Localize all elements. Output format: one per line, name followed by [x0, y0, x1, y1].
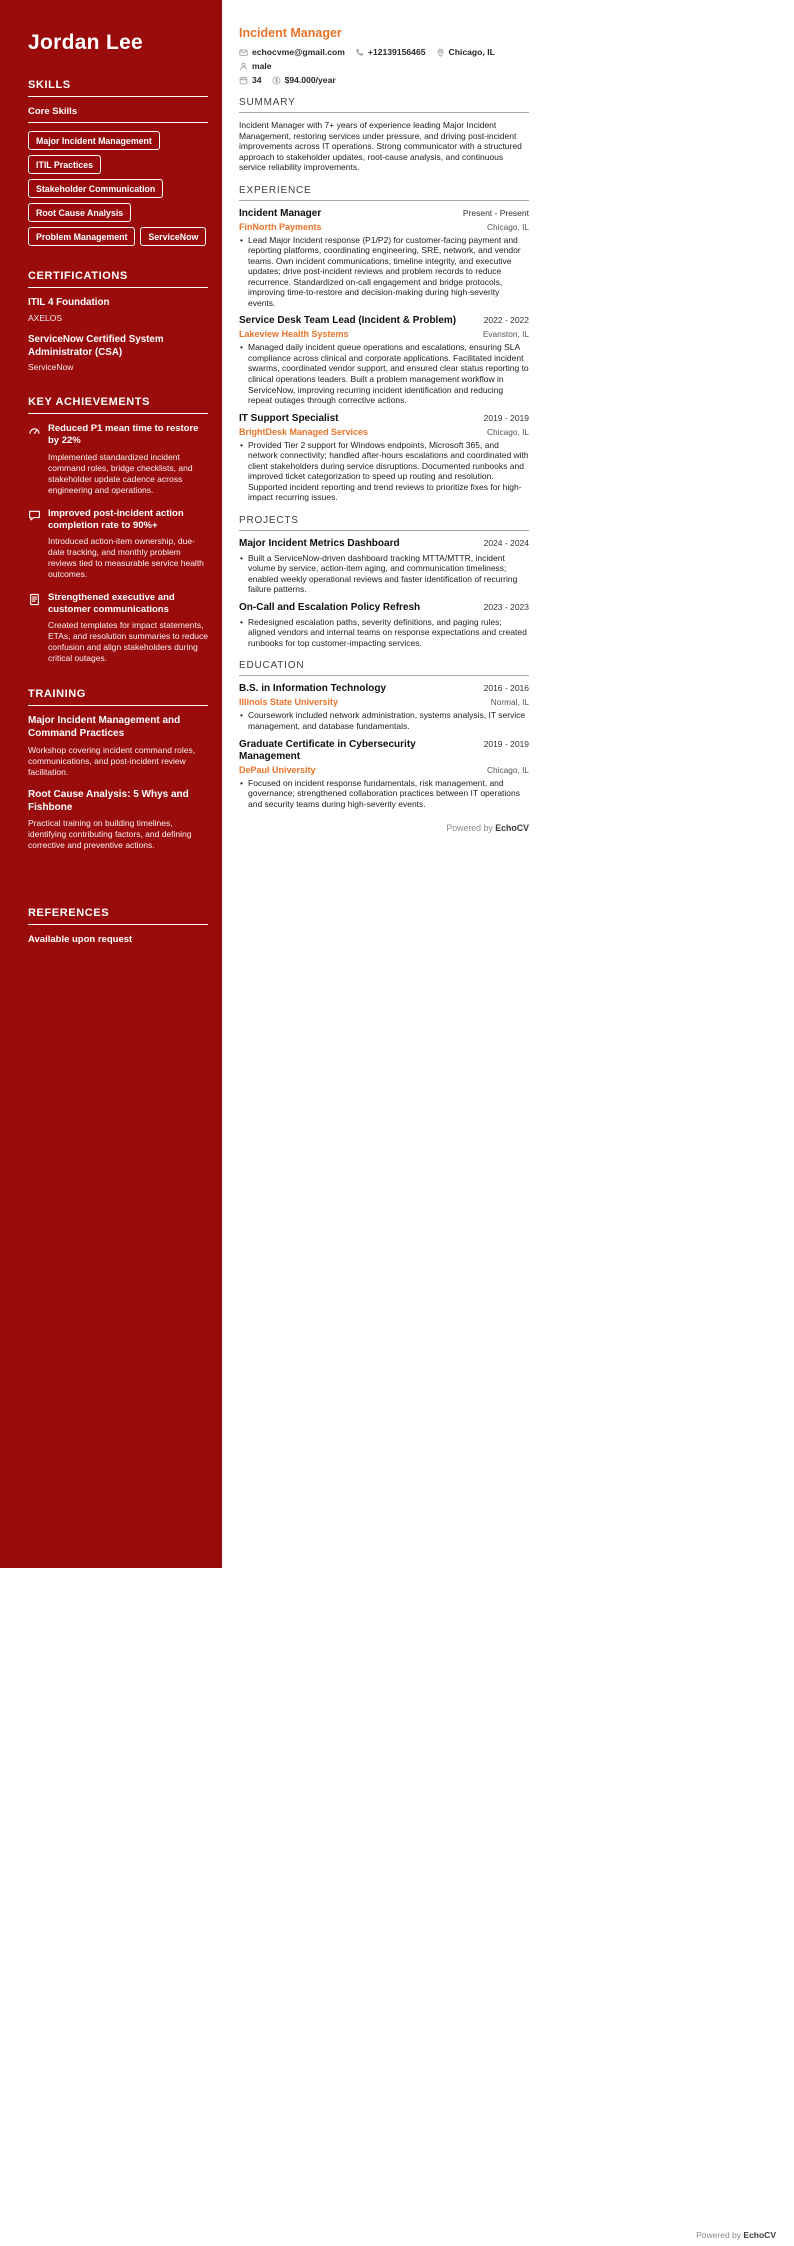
training-description: Workshop covering incident command roles, communications, and post-incident review facilitation.	[28, 744, 196, 777]
contact-location	[436, 47, 495, 57]
entry-company: FinNorth Payments	[239, 221, 322, 232]
entry-bullets	[239, 440, 529, 503]
achievement-description: Created templates for impact statements, ETAs, and resolution summaries to reduce confusion and align stakeholders during critical outages.	[48, 620, 208, 664]
entry-company: BrightDesk Managed Services	[239, 426, 369, 437]
entry-subheader	[239, 222, 529, 232]
location-pin-icon	[436, 48, 445, 57]
entry-title: Graduate Certificate in Cybersecurity Management	[239, 738, 416, 762]
entry-dates: 2023 - 2023	[483, 601, 529, 612]
powered-by-brand: EchoCV	[495, 823, 529, 834]
contact-row	[239, 75, 529, 85]
projects-header: PROJECTS	[239, 515, 529, 531]
entry-bullets	[239, 342, 529, 405]
tag-row	[28, 131, 208, 150]
salary-icon	[272, 76, 281, 85]
entry-dates: 2022 - 2022	[483, 315, 529, 326]
contact-row	[239, 47, 529, 71]
education-entry	[239, 683, 529, 731]
skill-tag: Stakeholder Communication	[28, 179, 163, 198]
entry-location: Chicago, IL	[487, 221, 529, 232]
contact-salary-text: $94.000/year	[284, 75, 336, 85]
document-icon	[28, 593, 41, 606]
entry-bullets	[239, 235, 529, 309]
skills-group-label: Core Skills	[28, 106, 208, 123]
bullet-item: • Coursework included network administration, systems analysis, IT service management, and database fundamentals.	[239, 710, 529, 731]
references-header: REFERENCES	[28, 907, 208, 925]
project-entry	[239, 602, 529, 649]
entry-bullets	[239, 778, 529, 810]
entry-location: Evanston, IL	[482, 329, 529, 340]
skill-tag: Major Incident Management	[28, 131, 160, 150]
powered-by-prefix: Powered by	[446, 823, 493, 834]
bullet-item: • Lead Major Incident response (P1/P2) for customer-facing payment and reporting platforms, coordinating engineering, SRE, network, and vendor teams. Own incident communications, timeline integrity, and executive updates; drive post-incident reviews and problem records to reduce recurrence. Standardized on-call engagement and bridge protocols, improving time-to-restore and decision-making during high-severity events.	[239, 235, 529, 309]
education-header: EDUCATION	[239, 660, 529, 676]
achievement-title: Reduced P1 mean time to restore by 22%	[48, 423, 199, 447]
powered-by-line	[239, 823, 529, 833]
certification-issuer: AXELOS	[28, 312, 63, 323]
references-section	[28, 907, 208, 945]
entry-company: Lakeview Health Systems	[239, 329, 349, 340]
tag-row	[28, 155, 208, 174]
certification-issuer: ServiceNow	[28, 362, 74, 373]
achievement-title: Strengthened executive and customer communications	[48, 592, 175, 616]
achievement-title: Improved post-incident action completion rate to 90%+	[48, 507, 184, 531]
gauge-icon	[28, 424, 41, 437]
achievement-item	[28, 423, 208, 495]
contact-phone-text: +12139156465	[367, 47, 426, 57]
training-header: TRAINING	[28, 688, 208, 706]
entry-title: B.S. in Information Technology	[239, 683, 387, 695]
certification-title: ServiceNow Certified System Administrator (CSA)	[28, 333, 164, 358]
contact-age	[239, 75, 262, 85]
summary-section	[239, 97, 529, 173]
skill-tag: ITIL Practices	[28, 155, 101, 174]
achievements-section	[28, 396, 208, 664]
entry-header	[239, 413, 529, 425]
achievement-description: Implemented standardized incident command roles, bridge checklists, and stakeholder update cadence across engineering and operations.	[48, 451, 193, 495]
certification-item	[28, 297, 208, 323]
skills-section	[28, 79, 208, 246]
entry-dates: 2019 - 2019	[483, 412, 529, 423]
achievement-item	[28, 508, 208, 580]
entry-title: Incident Manager	[239, 207, 322, 219]
summary-text: Incident Manager with 7+ years of experience leading Major Incident Management, restoring services under pressure, and driving post-incident improvements across IT operations. Strong communicator with a structured approach to stakeholder updates, root-cause analysis, and continuous service reliability improvements.	[239, 120, 522, 173]
training-title: Major Incident Management and Command Practices	[28, 715, 181, 740]
certification-item	[28, 334, 208, 372]
entry-title: Service Desk Team Lead (Incident & Problem)	[239, 315, 457, 327]
entry-title: On-Call and Escalation Policy Refresh	[239, 601, 421, 613]
achievement-body	[48, 508, 208, 580]
entry-header	[239, 315, 529, 327]
skills-header: SKILLS	[28, 79, 208, 97]
education-entry	[239, 739, 529, 810]
phone-icon	[355, 48, 364, 57]
skills-tag-list	[28, 131, 208, 246]
entry-school: Illinois State University	[239, 697, 339, 708]
certifications-header: CERTIFICATIONS	[28, 270, 208, 288]
experience-entry	[239, 208, 529, 309]
entry-location: Chicago, IL	[487, 764, 529, 775]
entry-location: Normal, IL	[490, 697, 529, 708]
certification-title: ITIL 4 Foundation	[28, 297, 110, 309]
mail-icon	[239, 48, 248, 57]
tag-row	[28, 179, 208, 198]
entry-subheader	[239, 427, 529, 437]
achievement-item	[28, 592, 208, 664]
chat-icon	[28, 509, 41, 522]
bullet-item: • Built a ServiceNow-driven dashboard tracking MTTA/MTTR, incident volume by service, action-item aging, and communication timeliness; enabled weekly operational reviews and faster identification of recurring failure patterns.	[239, 553, 529, 595]
training-item	[28, 789, 208, 852]
training-description: Practical training on building timelines, identifying contributing factors, and defining corrective and preventive actions.	[28, 818, 192, 851]
contact-gender	[239, 61, 272, 71]
contact-gender-text: male	[252, 61, 272, 71]
entry-dates: 2016 - 2016	[483, 683, 529, 694]
achievements-header: KEY ACHIEVEMENTS	[28, 396, 208, 414]
footer-powered-by-prefix: Powered by	[696, 2230, 742, 2240]
entry-dates: Present - Present	[462, 207, 529, 218]
entry-title: IT Support Specialist	[239, 412, 339, 424]
page-footer	[696, 2230, 776, 2240]
entry-bullets	[239, 710, 529, 731]
footer-powered-by-brand: EchoCV	[743, 2230, 776, 2240]
bullet-item: • Redesigned escalation paths, severity definitions, and paging rules; aligned vendors and internal teams on response expectations and created runbooks for top customer-impacting services.	[239, 617, 529, 649]
entry-header	[239, 739, 529, 763]
sidebar	[0, 0, 222, 1568]
training-item	[28, 715, 208, 778]
references-text: Available upon request	[28, 934, 133, 946]
entry-header	[239, 602, 529, 614]
certifications-section	[28, 270, 208, 372]
contact-salary	[272, 75, 336, 85]
project-entry	[239, 538, 529, 595]
candidate-name: Jordan Lee	[28, 31, 144, 54]
entry-dates: 2019 - 2019	[483, 738, 529, 749]
entry-bullets	[239, 553, 529, 595]
contact-email-text: echocvme@gmail.com	[252, 47, 345, 57]
education-section	[239, 660, 529, 809]
skill-tag: Root Cause Analysis	[28, 203, 131, 222]
entry-title: Major Incident Metrics Dashboard	[239, 537, 400, 549]
contact-location-text: Chicago, IL	[448, 47, 495, 57]
entry-bullets	[239, 617, 529, 649]
bullet-item: • Managed daily incident queue operations and escalations, ensuring SLA compliance across clinical and corporate applications. Facilitated incident swarms, coordinated vendor support, and ensured clear status reporting to clinical operations leaders. Built a problem management workflow in ServiceNow, improving recurring incident identification and reducing repeat outages through corrective actions.	[239, 342, 529, 405]
tag-row	[28, 227, 208, 246]
summary-header: SUMMARY	[239, 97, 529, 113]
entry-subheader	[239, 697, 529, 707]
experience-section	[239, 185, 529, 503]
entry-header	[239, 683, 529, 695]
entry-header	[239, 538, 529, 550]
achievement-description: Introduced action-item ownership, due-date tracking, and monthly problem reviews tied to measurable service health outcomes.	[48, 535, 204, 579]
contact-age-text: 34	[252, 75, 262, 85]
experience-entry	[239, 315, 529, 405]
training-title: Root Cause Analysis: 5 Whys and Fishbone	[28, 788, 189, 813]
person-icon	[239, 62, 248, 71]
bullet-item: • Provided Tier 2 support for Windows endpoints, Microsoft 365, and network connectivity; handled after-hours escalations and coordinated with client stakeholders during service disruptions. Documented runbooks and improved ticket categorization to speed up routing and resolution. Supported incident reporting and trend reviews to prioritize fixes for high-impact recurring issues.	[239, 440, 529, 503]
entry-school: DePaul University	[239, 764, 316, 775]
skill-tag: ServiceNow	[140, 227, 206, 246]
skill-tag: Problem Management	[28, 227, 135, 246]
entry-subheader	[239, 765, 529, 775]
training-section	[28, 688, 208, 851]
projects-section	[239, 515, 529, 649]
calendar-icon	[239, 76, 248, 85]
bullet-item: • Focused on incident response fundamentals, risk management, and governance; strengthened collaboration practices between IT operations and security teams during high-severity events.	[239, 778, 529, 810]
experience-header: EXPERIENCE	[239, 185, 529, 201]
entry-dates: 2024 - 2024	[483, 537, 529, 548]
contact-phone	[355, 47, 426, 57]
resume-title: Incident Manager	[239, 26, 342, 40]
achievement-body	[48, 423, 208, 495]
achievement-body	[48, 592, 208, 664]
contact-email	[239, 47, 345, 57]
tag-row	[28, 203, 208, 222]
main-content	[222, 0, 794, 1568]
entry-location: Chicago, IL	[487, 426, 529, 437]
entry-subheader	[239, 329, 529, 339]
entry-header	[239, 208, 529, 220]
contact-info	[239, 47, 529, 85]
experience-entry	[239, 413, 529, 503]
